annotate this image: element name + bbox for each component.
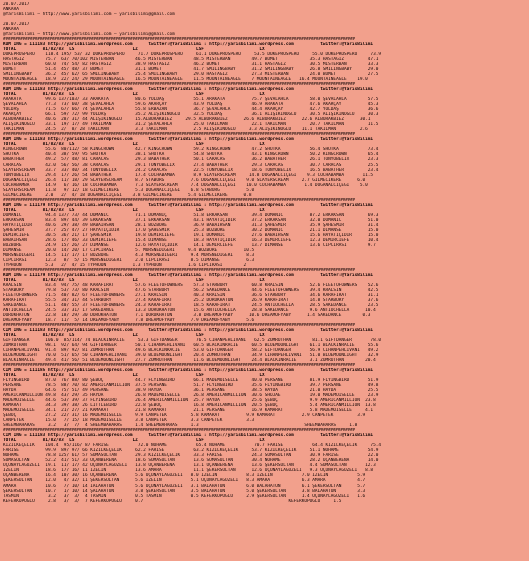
table-row: MISTERBAN 60.0 74/ 54/ 82 HASTAGIZ 38.9 HASTAGIZ 46.2 BUMET 31.1 HASTAGIZ 30.5 MISTERBAN 33.3 — [3, 62, 379, 68]
table-header-line: TOTAL 81/82/83 LS LZ LSF LX — [3, 47, 265, 53]
separator-line: ################################################################################################################################################ — [3, 267, 355, 273]
table-row: ŞEBOÇ 27.2 22/ 31/ 16 MADEMOISELLE 9.9 CANPETEK 5.8 KAMARAT 9.9 KAMARAT 2.9 CANPETEK 3.9 — [3, 413, 366, 419]
separator-line: ################################################################################################################################################ — [3, 197, 355, 203]
table-row: DORUKHATUN 22.8 18/ 29/ 30 DORUKHATUN 7.1 DORUKHATUN 3.8 DREAMOFYABY 10.6 DREAMOFYABY 1.4 SAKEDANCE 0.3 — [3, 312, 371, 318]
table-row: CİHANPEHLİVANI 91.4 89/ 92/ 81 ZÜMRÜTHAN 49.6 BLACKINRACIE 53.0 GİFTDANGER 58.2 GİFTDANGER 56.9 CİHANPEHLİVANI 49.2 — [3, 348, 379, 354]
separator-line: ################################################################################################################################################ — [3, 37, 355, 43]
table-header-line: TOTAL 81/82/83 LS LZ LSF LX — [3, 438, 265, 444]
table-header-line: KUM ING = 111179 http://yarisbilimi.wordpress.com twitter:@YarisBilimi : http://yarisbilimi.wordpress.com twitter:@YarisBilimi — [3, 202, 374, 208]
table-row: TASMIN 3.2 3/ 3/ 4 TASMIN 0.5 TASMIN 0.5 KEFERKÖPÜĞLÜ 2.9 ŞEKERSULTAN 1.4 UÇUNAYLAĞUZELİ 1.6 — [3, 493, 366, 499]
separator-line: ################################################################################################################################################ — [3, 428, 355, 434]
table-header-line: TOTAL 81/82/83 LS LZ LSF LX — [3, 92, 265, 98]
table-header-line: KUM ING = 111179 http://yarisbilimi.wordpress.com twitter:@YarisBilimi : http://yarisbilimi.wordpress.com twitter:@YarisBilimi — [3, 272, 374, 278]
table-row: FLEETOFOWNERS 71.5 40/ 82/ 67 FLEETOFOWNERS 27.1 KRALSIN 40.3 KRALSIN 36.6 STARBURY 34.6 KARAFIRAT 31.1 — [3, 292, 379, 298]
page-header-line: @YarisBilimi — http://www.yarisbilimi.com — yarisbilimi@gmail.com — [3, 32, 175, 38]
table-row: KEFERKÖPÜĞLÜ 2.8 3/ 3/ 7 KEFERKÖPÜĞLÜ 0.7 KEFERKÖPÜĞLÜ 1.5 — [3, 498, 342, 504]
table-row: BABATHER 49.2 57/ 48/ 81 CARACAS 29.3 BABATHER 50.1 CARACAS 36.2 BABATHER 26.1 TONYOBELIX 23.3 — [3, 157, 379, 163]
table-header-line: TOTAL 81/82/83 LS LZ LSF LX — [3, 207, 265, 213]
table-row: BABAİHSAN 28.6 17/ 46/ 33 DEMIRCİEFE 15.4 DİMANSE 18.3 HAYATİÇİDİR 16.3 DEMIRCİEFE 12.3 DEMIRCİEFE 10.4 — [3, 237, 379, 243]
table-row: KRALSIN 83.4 94/ 75/ 48 KARAFIRAT 57.6 FLEETOFOWNERS 57.3 STARBURY 60.8 KRALSIN 52.6 FLEETOFOWNERS 52.6 — [3, 282, 379, 288]
table-row: MURSNEDİGERİ 14.5 11/ 17/ 17 BOZBORE 4.3 MURSNEDİGERİ 9.4 MURSNEDİGERİ 8.3 — [3, 252, 255, 258]
table-header-line: CİM ING = 111185 http://yarisbilimi.wordpress.com twitter:@YarisBilimi : http://yarisbilimi.wordpress.com twitter:@YarisBilimi — [3, 368, 374, 374]
table-row: HAYDA 64.6 75/ 51/ 49 PERSANE 38.9 HAYDA 36.1 PERSANE 38.5 HAYDA 21.0 HAYDA 25.5 — [3, 388, 379, 394]
table-header-line: CİM ING = 111183 http://yarisbilimi.wordpress.com twitter:@YarisBilimi : http://yarisbilimi.wordpress.com twitter:@YarisBilimi — [3, 433, 374, 439]
table-row: SLAYERSCREAM 11.8 9/ 12/ 18 GILMECIKERE 5.3 DOGANALCİÇEĞİ 6.8 STABURG 5.0 — [3, 187, 255, 193]
table-row: TONYOBELIX 29.4 17/ 26/ 54 BABATHER 17.4 COCHABAMBA 8.9 SLAYERSCREAM 14.8 DOGANALCİÇEĞİ 9.3 COCHABAMBA 11.5 — [3, 172, 374, 178]
table-row: UÇANBERENA 16.4 10/ 30/ 16 UÇANBERENA 5.6 UÇUNAYLAĞUZELİ 8.0 İZELİN 8.3 İZELİN 7.0 İZELİN 5.9 — [3, 473, 366, 479]
page-header-line: 20.07.2017 — [3, 22, 30, 28]
table-header-line: KUM ING = 111183 http://yarisbilimi.wordpress.com twitter:@YarisBilimi : http://yarisbilimi.wordpress.com twitter:@YarisBilimi — [3, 137, 374, 143]
table-row: DİMANSE 20.0 14/ 20/ 17 CİPCİRASI 5. MURSNEDİGERİ 9.4 BOZBORE 10.5 — [3, 247, 255, 253]
table-row: MADEMOISELLE 34.1 21/ 27/ 21 KAMARAT 21.8 KAMARAT 21.1 PERSANE 16.9 KAMARAT 5.8 MADEMOISELLE 4.1 — [3, 408, 374, 414]
page-header-line: 20.07.2017 — [3, 2, 30, 7]
table-row: DEMIRCİEFE 30.5 36/ 21/ 17 ŞAHESMIR 19.8 DEMIRCİEFE 19.1 DOMANIC 27.6 BABAİHSAN 15.6 HAYATİÇİDİR 15.0 — [3, 232, 379, 238]
table-row: CARACAS 42.0 56/ 56/ 38 CARACAS 29.1 TONYOBELIX 27.4 BABATHER 29.3 CARACAS 30.7 CARACAS 25.5 — [3, 162, 379, 168]
table-row: FLYINGBIRD 87.0 76/ 88/ 80 ŞEBOÇ 44.7 FLYINGBIRD 66.1 MADEMOISELLE 40.0 PERSANE 81.9 FLYINGBIRD 51.9 — [3, 378, 379, 384]
table-header-line: KUM ING = 111183 http://yarisbilimi.wordpress.com twitter:@YarisBilimi : http://yarisbilimi.wordpress.com twitter:@YarisBilimi — [3, 87, 374, 93]
table-row: ERKAKSAN 83.4 89/ 44/ 39 ERKAKSAN 37.1 ERKAKSAN 43.1 HAYATİÇİDİR 37.2 ERKAKSAN 32.0 DOMANIC 51.0 — [3, 217, 379, 223]
table-row: MADEMOISELLE 44.6 53/ 39/ 37 FLYINGBIRD 26.4 AMERICANMILLION 25.7 HAYDA 25.6 ŞEBOÇ 9.9 AMERICANMILLION 23.8 — [3, 398, 376, 404]
table-row: AKARÇAY 66.1 59/ 72/ 99 YOLDAŞ 35.2 ALİŞİKİNOĞLU 32.5 YOLDAŞ 36.1 ALİŞİKİNOĞLU 30.5 ALİŞİKİNOĞLU 30.3 — [3, 112, 379, 118]
table-row: STARBURY 79.8 53/ 73/ 80 KRALSIN 47.6 STARBURY 56.2 SAKEDANCE 44.6 FLEETOFOWNERS 39.4 KRALSIN 42.5 — [3, 287, 379, 293]
page-header-line: ANKARA — [3, 7, 19, 13]
table-row: AMERICANMILLION 49.8 43/ 29/ 35 HAYDA 26.8 MADEMOISELLE 26.8 AMERICANMILLION 30.6 SHOJAE 19.0 MADEMOISELLE 23.9 — [3, 393, 379, 399]
table-row: DOĞANALCİÇEĞİ 26.4 11/ 18/ 29 SLAYERSCREAM 8.7 STABURG 7.6 DOGANALCİÇEĞİ 9.0 SLAYERSCREAM 2.7 GILMECIKERE 6.0 — [3, 177, 366, 183]
table-row: COCHABAMBA 14.9 6/ 16/ 18 COCHABAMBA 7.3 SLAYERSCREAM 7.4 DOGANALCİÇEĞİ 10.0 COCHABAMBA 1.4 DOĞANALCİÇEĞİ 5.0 — [3, 182, 368, 188]
table-row: TYPHOON 5.3 2/ 4/ 15 TYPHOON 1.3 TYPHOON 1.6 CİPCİRASI 2 — [3, 262, 247, 268]
table-row: AMARA 10.6 7/ 10/ 14 İALAHATUN 5.6 UÇUNAYLAĞUZELİ 3.1 BALAHATUN 6.0 BALAHATUN 6.1 ŞEKERSULTAN 5.7 — [3, 483, 366, 489]
table-row: SLAYERSCREAM 33.7 33/ 40/ 34 TONYOBELIX 24.2 CARACAS 22.5 TONYOBELIX 18.6 TONYOBELIX 16.5 BABATHER 23.4 — [3, 167, 379, 173]
table-row: TAKILMAN 24.5 2/ 8/ 28 TAKILMAN 3.3 TAKILMAN 2.5 ALİŞİKİNOĞLU 3.3 ALİŞİKİNOĞLU 11.1 TAKILMAN 2.6 — [3, 127, 368, 133]
table-row: ALBURAKBİEZ 40.6 28/ 31/ 44 ALİŞİKİNOĞLU 15.ALBURAKBİEZ 29.5 ALBURAKBİEZ 26.6 ALBURAKBİEZ 22.6 ALBURAKBİEZ 30.1 — [3, 117, 371, 123]
table-row: CİPCİRASI 12.3 8/ 5/ 15 MURSNEDİGERİ 2.0 CİPCİRASI 8.5 DİMANSE 6.3 — [3, 257, 255, 263]
table-row: GILMECIKERE 2.0 2/ 4/ 18 DOGANALCİÇEĞİ 3.8 GILMECIKERE 5.4 GILMECIKERE 0.8 — [3, 192, 252, 198]
table-row: HAYATİÇİDİR 40.6 29/ 38/ 49 BABAİHSAN 28.1 BOZBORE 36.9 BABAİHSAN 31.3 ŞAHESMIR 35.9 ŞAHESMIR 31.4 — [3, 222, 379, 228]
table-row: DREAMOFYABY 18.7 11/ 5/ 14 DREAMOFYABY 7.8 DREAMOFYABY 7.9 DREAMOFYABY 5.6 — [3, 317, 255, 323]
table-row: ARAKATA 99.6 137/103/ 33 ARAKATA 80.6 YOLDAŞ 55.1 ARAKATA 75.7 ŞEVALAHLA 58.0 ŞEVALAHLA 57.5 — [3, 97, 379, 103]
table-header-line: TOTAL 81/82/83 LS LZ LSF LX — [3, 333, 265, 339]
table-row: KAMARAT 34.3 39/ 38/ 26 LITTLEBIRD 22.8 ŞEBOÇ 16.8 AMERICANMILLION 20.5 ŞEBOÇ 5.4 AMERICANMILLION 13.8 — [3, 403, 376, 409]
table-row: KINGCROWN 55.6 80/112/ 58 KINGCROWN 42.7 KINGCROWN 59.2 KINGCROWN 47.2 SHUTKA 56.4 SHUTKA 73.4 — [3, 147, 379, 153]
table-header-line: TOTAL 81/82/83 LS LZ LSF LX — [3, 142, 265, 148]
table-row: ANTIOCHELLA 24.5 33/ 31/ 17 SAKEDANCE 13.3 DORUKHATUN 15.6 ANTIOCHELLA 28.8 SAKEDANCE 9.6 ANTIOCHELLA 10.4 — [3, 307, 376, 313]
table-row: SHEEMBAHARAS 3.2 3/ 7/ 4 SHEEMBAHARAS 1.4 SHEEMBAHARAS 1.3 SHEEMBAHARAS 1.8 — [3, 423, 358, 429]
table-row: BLUEMOONLIGHT 70.0 51/ 65/ 50 CİHANPEHLİVANI 39.0 BLUEMOONLIGHT 20.4 ZÜMRÜTHAN 34.9 CİHANPEHLİVANI 51.0 BLUEMOONLIGHT 32.9 — [3, 353, 379, 359]
table-row: SAKEDANCE 51.1 40/ 55/ 37 FLEETOFOWNERS 24.3 KARAFIRAT 18.5 KARAFIRAT 24.5 ANTIOCHELLA 28.5 SAKEDANCE 23.5 — [3, 302, 379, 308]
table-row: GİFTDANGER 106.0 85/114/ 74 BLACKINRACIE 53.3 GİFTDANGER 76.5 CİHANPEHLİVANI 62.5 ZÜMRÜTHAN 81.1 GİFTDANGER 78.0 — [3, 338, 382, 344]
table-row: CANPETEK 15.0 7/ 15/ 18 MADEMOISELLE 3.8 CANPETEK 3.3 CANPETEK 3.3 — [3, 418, 255, 424]
table-row: UÇUNAYLAĞUZELİ 19.1 11/ 17/ 42 UÇUNAYLAĞUZELİ 13.8 UÇANBERENA 13.1 UÇANBERENA 13.6 ŞEKERSULTAN 4.4 SUMASULTAN 12.3 — [3, 463, 376, 469]
table-header-line: TOTAL 81/82/83 LS LZ LSF LX — [3, 373, 265, 379]
table-row: ZÜMRÜTHAN 98.1 92/ 64/ 94 GİFTDANGER 50.1 CİHANPEHLİVANI 60.5 BLACKINRACIE 60.5 BLUEMOONLIGHT 61.1 BLACKINRACIE 55.6 — [3, 343, 379, 349]
table-row: KIZILKEÇELİK 104.4 95/116/ 87 FARISE 72.0 NOHAME 65.4 NOHAME 70.7 FARISE 64.4 KIZILKEÇELİK 75.4 — [3, 443, 382, 449]
table-row: İZELİN 18.6 17/ 16/ 11 İZELİN 13.6 AMARA 11.1 ŞEKERSULTAN 12.6 UÇUNAYLAĞUZELİ 9.3 UÇUNAYLAĞUZELİ 8.8 — [3, 468, 374, 474]
table-row: PERSANE 78.5 88/ 70/ 82 AMERICANMILLION 37.5 PERSANE 51.7 FLYINGBIRD 35.6 FLYINGBIRD 39.7 PERSANE 49.8 — [3, 383, 379, 389]
table-row: BOZBORE 24.9 15/ 26/ 27 DİMANSE 12.6 HAYATİÇİDİR 14.1 DEMIRCİEFE 13.7 DİMANSE 13.6 CİPCİRASI 9.7 — [3, 242, 376, 248]
table-row: ŞAHESMIR 37.7 25/ 47/ 27 HAYATİÇİDİR 17.0 ŞAHESMIR 25.3 BOZBORE 30.2 DOMANIC 21.1 DİMANSE 15.0 — [3, 227, 379, 233]
table-header-line: CİM ING = 111183 http://yarisbilimi.wordpress.com twitter:@YarisBilimi : http://yarisbilimi.wordpress.com twitter:@YarisBilimi — [3, 328, 374, 334]
table-row: BUMET 51.4 45/ 48/ 37 BUMET 31.1 BUMET 41.7 SMILINGBABY 31.2 SMILINGBABY 26.8 SMILINGBABY 29.0 — [3, 67, 379, 73]
table-row: SUMASULTAN 52.2 41/ 51/ 33 UÇANBERENA 18.6 SUMASULTAN 13.6 SUMASULTAN 30.4 NOHAME 28.2 UÇANBERENA 14.0 — [3, 458, 379, 464]
table-row: HASTAGIZ 75.7 63/ 70/102 MISTERBAN 46.5 MISTERBAN 48.5 MISTERBAN 49.7 BUMET 35.3 HASTAGIZ 47.1 — [3, 57, 379, 63]
table-row: YOLDAŞ 71.5 67/ 66/ 74 ŞEVALAHLA 55.8 ERBAZAN 36.7 ŞEVALAHLA 44.4 AKARÇAY 42.7 YOLDAŞ 36.6 — [3, 107, 379, 113]
table-row: ALİŞİKİNOĞLU 33.1 19/ 17/ 49 TAKILMAN 31.2 ŞEVALAHLA 25.0 TAKILMAN 22.1 TAKILMAN 20.7 TAKILMAN 11.5 — [3, 122, 379, 128]
table-row: ŞEKERSULTAN 12.0 4/ 32/ 11 ŞEKERSULTAN 5.6 İZELİN 5.1 UÇUNAYLAĞUZELİ 8.3 AMARA 6.3 AMARA 4.7 — [3, 478, 366, 484]
table-row: DUKEPROSPERO 118.4 195/ 53/ 32 DUKEPROSPERO 71.7 DUKEPROSPERO 61.1 DUKEPROSPERO 53.5 DUKEPROSPERO 55.0 DUKEPROSPERO 73.9 — [3, 52, 382, 58]
separator-line: ################################################################################################################################################ — [3, 132, 355, 138]
table-row: MOUNTAINEAGLE 18.9 22/ 24/ 29 MOUNTAINEAGLE 16.5 MOUNTAINEAGLE 11.5 MOUNTAINEAGLE 7 MOUNTAINEAGLE 16.4 MOUNTAINEAGLE 19.0 — [3, 77, 368, 83]
table-row: ŞEVALAHLA 77.3 73/ 60/ 38 ŞEVALAHLA 59.6 AKARÇAY 43.9 YOLDAŞ 46.9 ARAKATA 47.6 AKARÇAY 45.3 — [3, 102, 379, 108]
table-row: FARISE 99.9 89/ 97/ 66 KIZILKEÇELİK 62.2 FARISE 63.2 KIZILKEÇELİK 53.7 KIZILKEÇELİK 51.1 NOHAME 54.9 — [3, 448, 379, 454]
separator-line: ################################################################################################################################################ — [3, 323, 355, 328]
table-row: DOMANIC 94.4 137/ 73/ 44 DOMANIC 71.1 DOMANİÇ 51.8 ERKAKSAN 39.4 DOMANIC 87.2 ERKAKSAN 69.3 — [3, 212, 379, 218]
table-row: BLACKINRACIE 49.4 41/ 56/ 51 BLUEMOONLIGHT 27.7 ZÜMRÜTHAN 11.6 BLUEMOONLIGHT 24.4 BLACKINRACIE 3.1 ZÜMRÜTHAN 20.4 — [3, 358, 376, 364]
separator-line: ################################################################################################################################################ — [3, 82, 355, 88]
separator-line: ################################################################################################################################################ — [3, 363, 355, 369]
table-row: KARAFIRAT 55.5 34/ 31/ 44 STARBURY 27.4 KARAFIRAT 25.2 DORUKHATUN 26.9 KARAFIRAT 14.8 STARBURY 37.6 — [3, 297, 379, 303]
table-row: NOHAME 78.8 125/ 61/ 57 SUMASULTAN 29.3 KIZILKEÇELİK 33.3 FARISE 24.3 SUMASULTAN 30.9 FARISE 22.0 — [3, 453, 379, 459]
table-header-line: KUM ING = 111183 http://yarisbilimi.wordpress.com twitter:@YarisBilimi : http://yarisbilimi.wordpress.com twitter:@YarisBilimi — [3, 42, 374, 48]
table-row: ŞEKERSULTAN 10.7 1/ 10/ 14 ŞALAHATUN 3.8 ŞEKERSULTAN 3.5 BALAHATUN 5.0 ŞEKERSULTAN 3.8 BALAHATUN 3.3 — [3, 488, 366, 494]
table-header-line: TOTAL 81/82/83 LS LZ LSF LX — [3, 277, 265, 283]
table-row: SMILINGBABY 36.2 45/ 62/ 65 SMILINGBABY 25.4 SMILINGBABY 29.0 HASTAGIZ 27.3 MISTERBAN 24.0 BUMET 27.5 — [3, 72, 379, 78]
page-header-line: ANKARA — [3, 27, 19, 33]
page-header-line: @YarisBilimi — http://www.yarisbilimi.com — yarisbilimi@gmail.com — [3, 12, 175, 18]
table-row: SHUTKA 40.4 38/ 59/ 95 SHUTKA 38.1 SHUTKA 54.8 SHUTKA 43.1 KINGCROWN 50.2 KINGCROWN 65.4 — [3, 152, 379, 158]
